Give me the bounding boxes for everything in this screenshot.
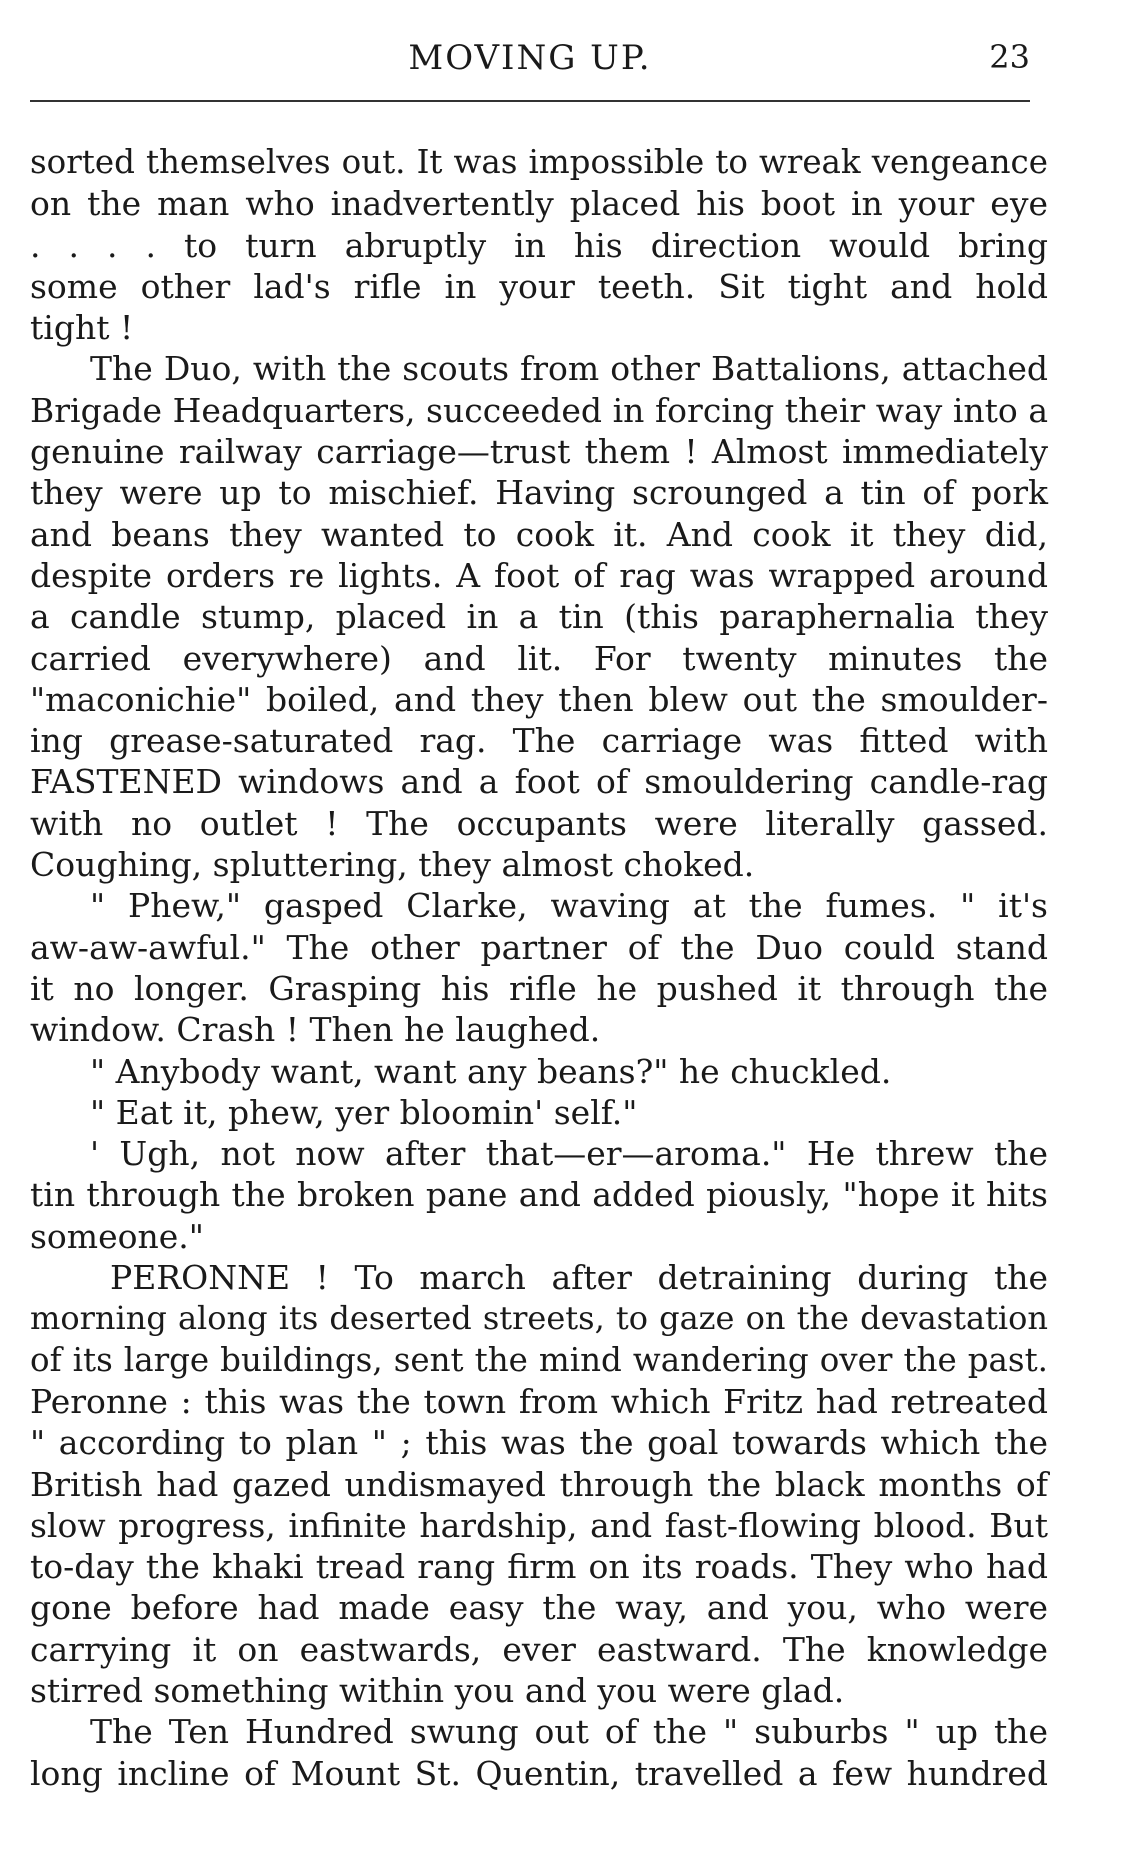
text-line: . . . . to turn abruptly in his direction would bring <box>30 225 1048 265</box>
paragraph-start-line: The Ten Hundred swung out of the " suburbs " up the <box>90 1712 1048 1752</box>
text-line: Peronne : this was the town from which Fritz had retreated <box>30 1381 1048 1421</box>
text-line: long incline of Mount St. Quentin, travelled a few hundred <box>30 1753 1048 1793</box>
paragraph-start-line: ' Ugh, not now after that—er—aroma." He threw the <box>90 1134 1048 1174</box>
text-line: ing grease-saturated rag. The carriage was fitted with <box>30 721 1048 761</box>
header-divider <box>30 100 1030 102</box>
text-line: with no outlet ! The occupants were literally gassed. <box>30 803 1048 843</box>
text-line: on the man who inadvertently placed his boot in your eye <box>30 184 1048 224</box>
paragraph-start-line: " Eat it, phew, yer bloomin' self." <box>90 1092 638 1132</box>
text-line: Brigade Headquarters, succeeded in forcing their way into a <box>30 390 1048 430</box>
text-line: tight ! <box>30 308 134 348</box>
paragraph-start-line: PERONNE ! To march after detraining during the <box>110 1258 1048 1298</box>
text-line: to-day the khaki tread rang firm on its roads. They who had <box>30 1547 1048 1587</box>
text-line: someone." <box>30 1216 204 1256</box>
paragraph-start-line: " Phew," gasped Clarke, waving at the fumes. " it's <box>90 886 1048 926</box>
text-line: it no longer. Grasping his rifle he pushed it through the <box>30 968 1048 1008</box>
text-line: Coughing, spluttering, they almost choked. <box>30 845 755 885</box>
text-line: British had gazed undismayed through the black months of <box>30 1464 1048 1504</box>
body-text <box>30 142 1048 1794</box>
paragraph-start-line: " Anybody want, want any beans?" he chuckled. <box>90 1051 892 1091</box>
paragraph-start-line: The Duo, with the scouts from other Battalions, attached <box>90 349 1048 389</box>
text-line: and beans they wanted to cook it. And cook it they did, <box>30 514 1048 554</box>
text-line: stirred something within you and you were glad. <box>30 1670 845 1710</box>
text-line: "maconichie" boiled, and they then blew out the smoulder- <box>30 679 1048 719</box>
text-line: aw-aw-awful." The other partner of the Duo could stand <box>30 927 1048 967</box>
page-number: 23 <box>989 38 1030 76</box>
text-line: sorted themselves out. It was impossible to wreak vengeance <box>30 143 1048 181</box>
text-line: tin through the broken pane and added piously, "hope it hits <box>30 1175 1048 1215</box>
text-line: some other lad's rifle in your teeth. Sit tight and hold <box>30 266 1048 306</box>
running-title: MOVING UP. <box>408 38 652 78</box>
text-line: " according to plan " ; this was the goal towards which the <box>30 1423 1048 1463</box>
text-line: of its large buildings, sent the mind wandering over the past. <box>30 1340 1048 1379</box>
text-line: FASTENED windows and a foot of smouldering candle-rag <box>30 762 1048 802</box>
text-line: genuine railway carriage—trust them ! Almost immediately <box>30 432 1048 472</box>
text-line: a candle stump, placed in a tin (this paraphernalia they <box>30 597 1048 637</box>
text-line: morning along its deserted streets, to gaze on the devastation <box>30 1299 1048 1338</box>
text-line: window. Crash ! Then he laughed. <box>30 1010 601 1050</box>
text-line: gone before had made easy the way, and you, who were <box>30 1588 1048 1628</box>
text-line: despite orders re lights. A foot of rag was wrapped around <box>30 555 1048 595</box>
running-head <box>30 38 1030 80</box>
text-line: carrying it on eastwards, ever eastward. The knowledge <box>30 1629 1048 1669</box>
text-line: slow progress, infinite hardship, and fast-flowing blood. But <box>30 1505 1048 1545</box>
text-line: they were up to mischief. Having scrounged a tin of pork <box>30 473 1048 513</box>
text-line: carried everywhere) and lit. For twenty minutes the <box>30 638 1048 678</box>
